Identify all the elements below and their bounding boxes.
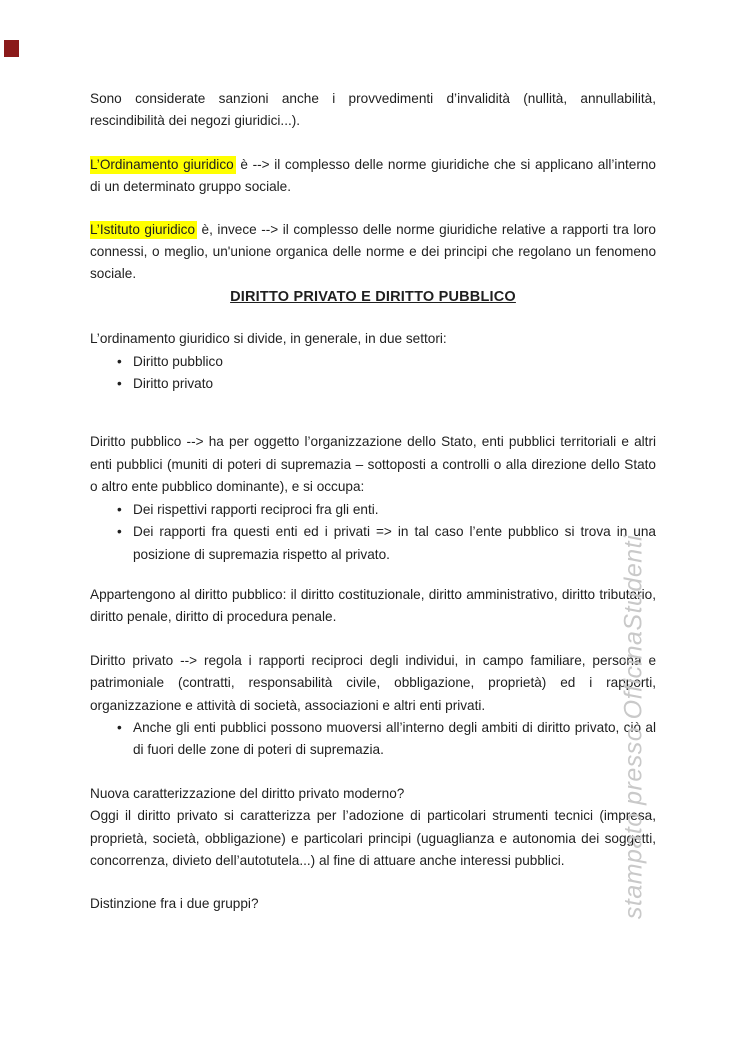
highlight-istituto-giuridico: L’Istituto giuridico [90, 221, 196, 237]
watermark: stampato presso OfficinaStudenti [619, 534, 648, 920]
paragraph-nuova-caratterizzazione-risposta: Oggi il diritto privato si caratterizza per l’adozione di particolari strumenti tecnici (impresa, proprietà, società, obbligazione) e particolari principi (uguaglianza e autonomia dei soggetti, concorrenza, divieto dell’autotutela...) al fine di attuare anche interessi pubblici. [90, 808, 656, 868]
diritto-pubblico-bullet-list [90, 499, 656, 566]
section-heading-diritto-privato-pubblico: DIRITTO PRIVATO E DIRITTO PUBBLICO [230, 288, 516, 305]
list-item: • Dei rispettivi rapporti reciproci fra gli enti. [90, 499, 656, 521]
list-item: • Anche gli enti pubblici possono muoversi all’interno degli ambiti di diritto privato, ciò al di fuori delle zone di poteri di supremazia. [90, 717, 656, 762]
paragraph-ordinamento [90, 154, 656, 199]
list-item: • Diritto pubblico [90, 351, 656, 373]
paragraph-diritto-pubblico: Diritto pubblico --> ha per oggetto l’organizzazione dello Stato, enti pubblici territoriali e altri enti pubblici (muniti di poteri di supremazia – sottoposti a controlli o alla direzione dello Stato o altro ente pubblico dominante), e si occupa: [90, 434, 656, 495]
paragraph-sanzioni: Sono considerate sanzioni anche i provvedimenti d’invalidità (nullità, annullabilità, rescindibilità dei negozi giuridici...). [90, 91, 656, 129]
paragraph-distinzione: Distinzione fra i due gruppi? [90, 896, 259, 912]
paragraph-istituto [90, 219, 656, 286]
document-body [90, 88, 656, 937]
paragraph-nuova-caratterizzazione-domanda: Nuova caratterizzazione del diritto privato moderno? [90, 785, 405, 801]
list-item: • Dei rapporti fra questi enti ed i privati => in tal caso l’ente pubblico si trova in una posizione di supremazia rispetto al privato. [90, 521, 656, 566]
paragraph-diritto-privato: Diritto privato --> regola i rapporti reciproci degli individui, in campo familiare, persona e patrimoniale (contratti, responsabilità civile, obbligazione, proprietà) ed i rapporti, organizzazione e attività di società, associazioni e altri enti privati. [90, 652, 656, 713]
highlight-ordinamento-giuridico: L’Ordinamento giuridico [90, 156, 234, 172]
corner-mark [4, 40, 19, 57]
list-item: • Diritto privato [90, 373, 656, 395]
settori-bullet-list [90, 351, 656, 396]
paragraph-ordinamento-rest: è --> il complesso delle norme giuridiche che si applicano all’interno di un determinato gruppo sociale. [90, 156, 656, 195]
paragraph-istituto-rest: è, invece --> il complesso delle norme giuridiche relative a rapporti tra loro connessi, o meglio, un'unione organica delle norme e dei principi che regolano un fenomeno sociale. [90, 221, 656, 282]
diritto-privato-bullet-list [90, 717, 656, 762]
paragraph-settori: L’ordinamento giuridico si divide, in generale, in due settori: [90, 331, 447, 347]
paragraph-appartengono: Appartengono al diritto pubblico: il diritto costituzionale, diritto amministrativo, diritto tributario, diritto penale, diritto di procedura penale. [90, 586, 656, 625]
